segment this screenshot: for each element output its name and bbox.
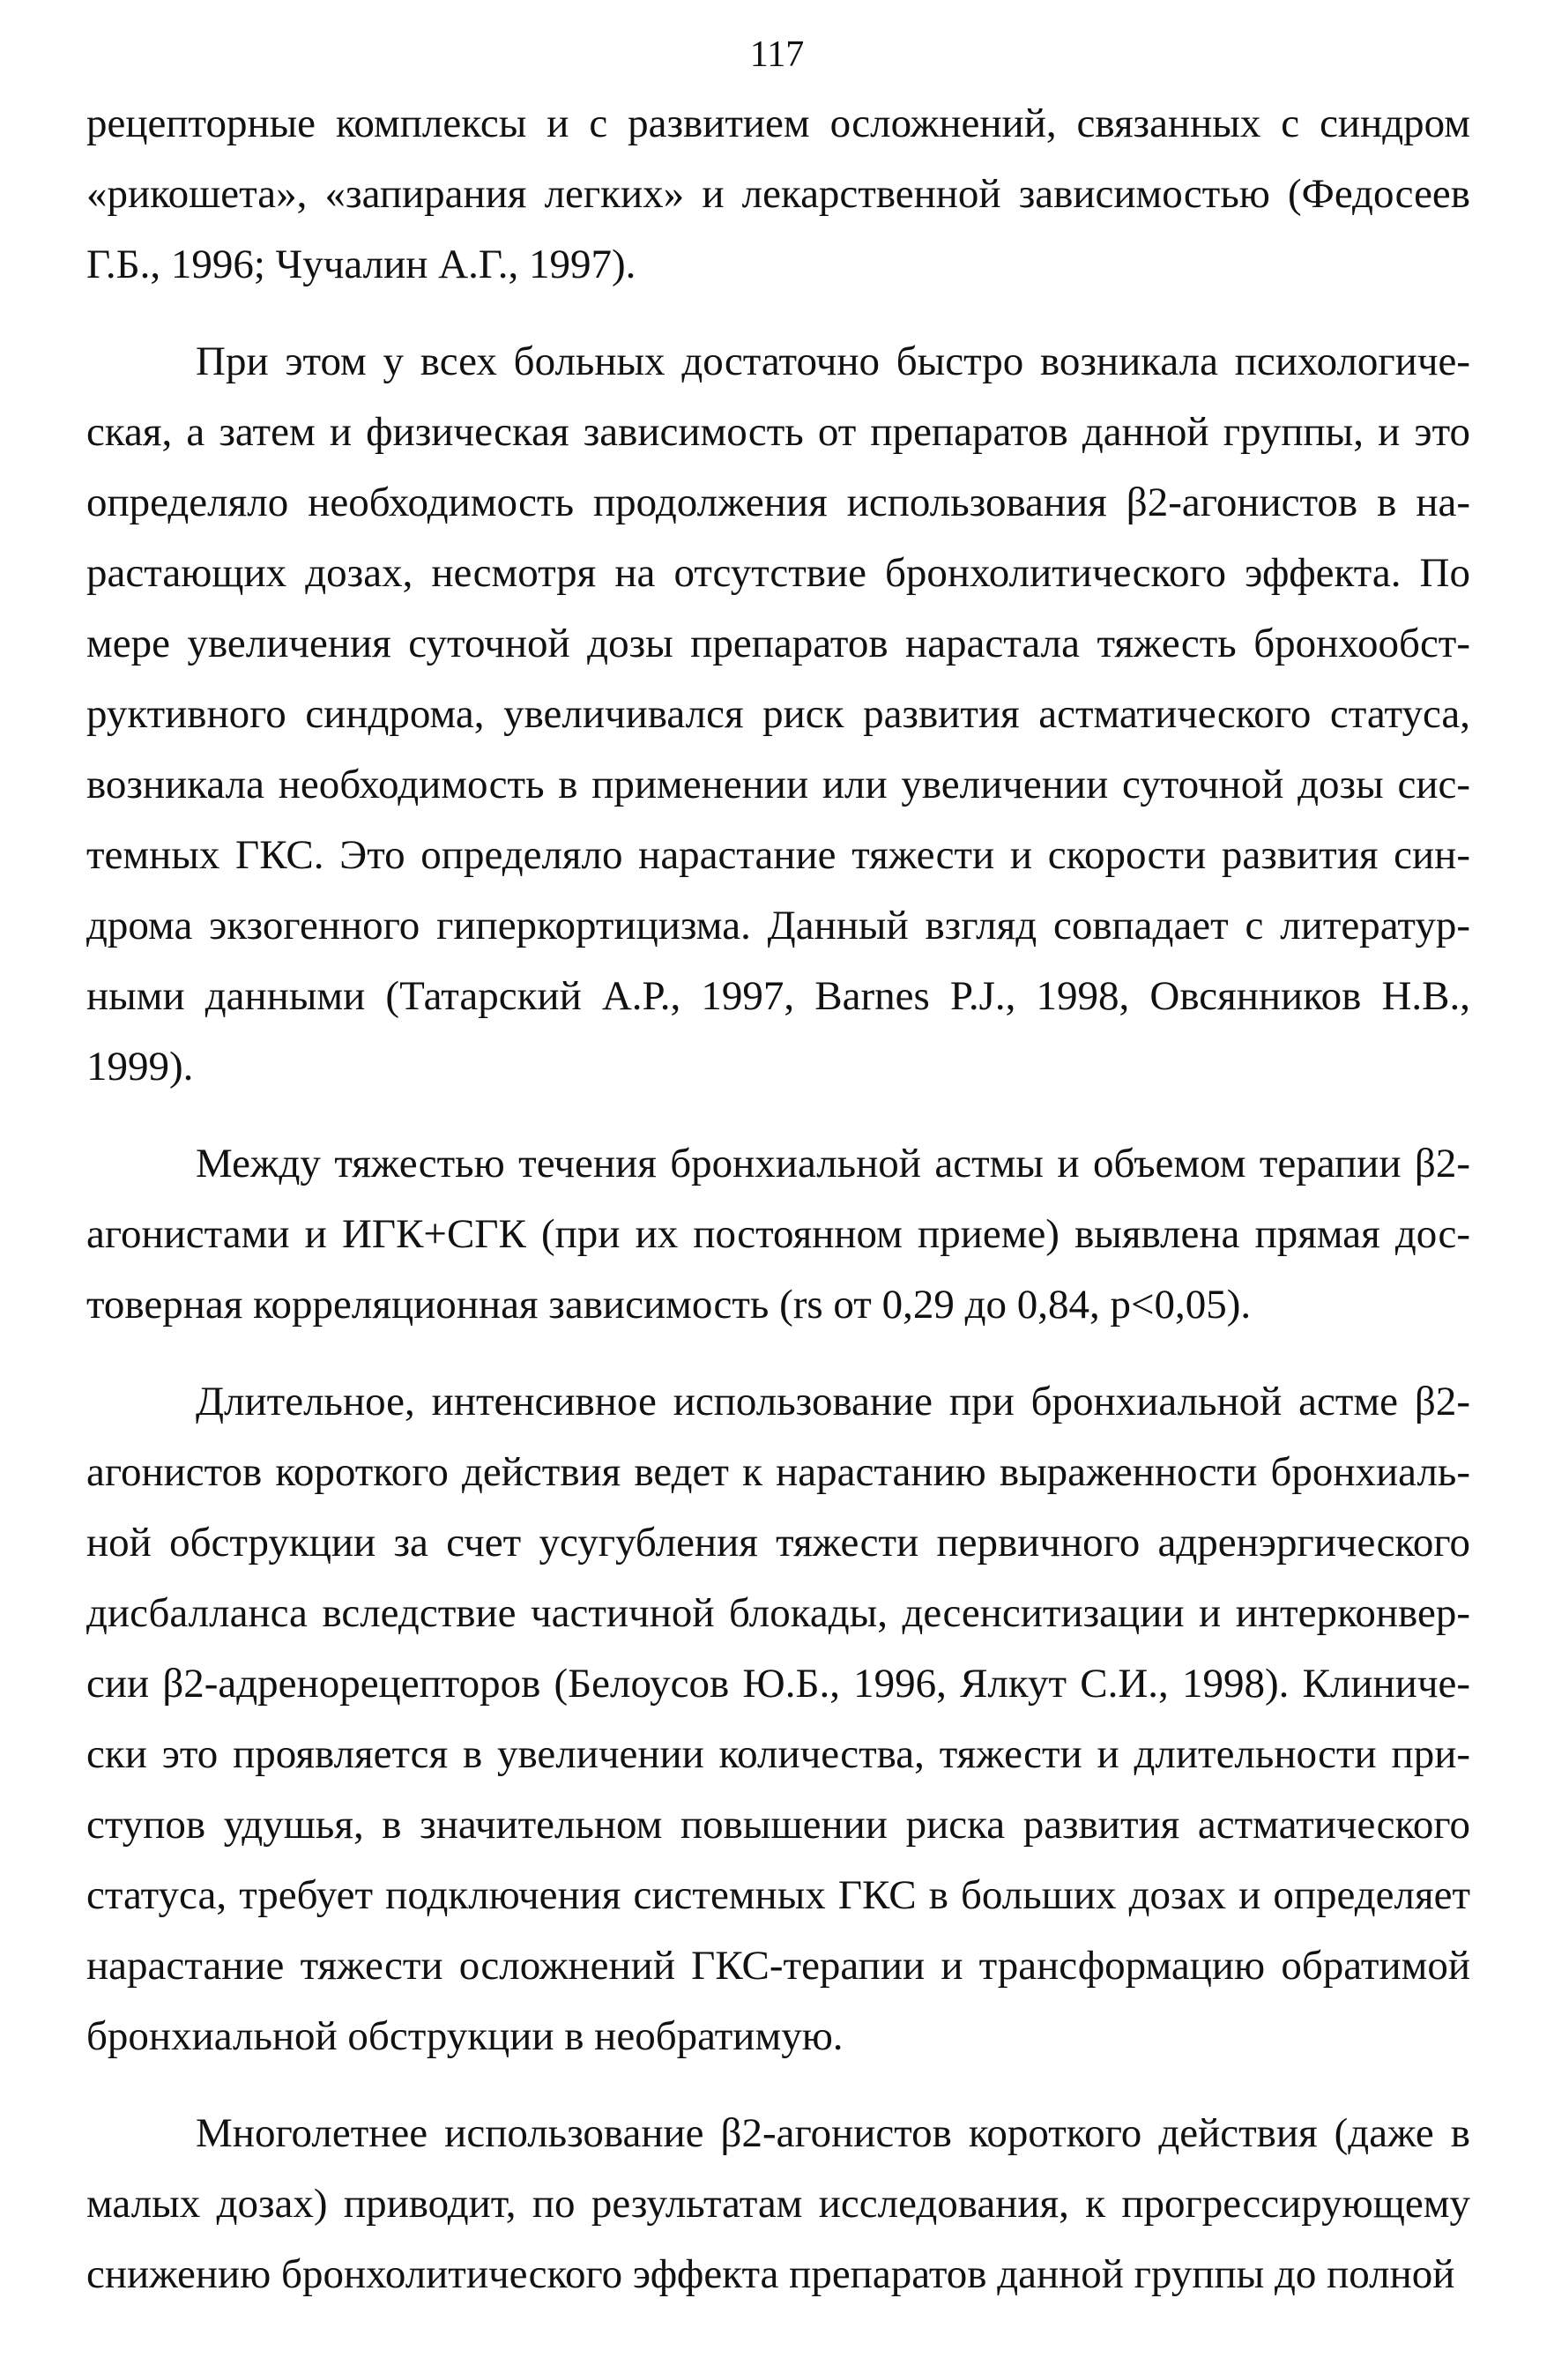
document-body [86, 88, 1470, 2309]
paragraph-continuation: рецепторные комплексы и с развитием осложнений, связанных с синдром «рикошета», «запирания легких» и лекарственной зависимостью (Федосеев Г.Б., 1996; Чучалин А.Г., 1997). [86, 100, 1470, 287]
page-number: 117 [749, 34, 805, 75]
paragraph-long-term-use: Длительное, интенсивное использование при бронхиальной астме β2-агонистов короткого действия ведет к нарастанию выраженности бронхиальной обструкции за счет усугубления тяжести первичного адренэргического дисбалланса вследствие частичной блокады, десенситизации и интерконверсии β2-адренорецепторов (Белоусов Ю.Б., 1996, Ялкут С.И., 1998). Клинически это проявляется в увеличении количества, тяжести и длительности приступов удушья, в значительном повышении риска развития астматического статуса, требует подключения системных ГКС в больших дозах и определяет нарастание тяжести осложнений ГКС-терапии и трансформацию обратимой бронхиальной обструкции в необратимую. [86, 1379, 1470, 2059]
paragraph-multi-year-use: Многолетнее использование β2-агонистов короткого действия (даже в малых дозах) приводит, по результатам исследования, к прогрессирующему снижению бронхолитического эффекта препаратов данной группы до полной [86, 2110, 1470, 2297]
paragraph-correlation: Между тяжестью течения бронхиальной астмы и объемом терапии β2-агонистами и ИГК+СГК (при их постоянном приеме) выявлена прямая достоверная корреляционная зависимость (rs от 0,29 до 0,84, p<0,05). [86, 1141, 1470, 1328]
paragraph-dependence: При этом у всех больных достаточно быстро возникала психологическая, а затем и физическая зависимость от препаратов данной группы, и это определяло необходимость продолжения использования β2-агонистов в нарастающих дозах, несмотря на отсутствие бронхолитического эффекта. По мере увеличения суточной дозы препаратов нарастала тяжесть бронхообструктивного синдрома, увеличивался риск развития астматического статуса, возникала необходимость в применении или увеличении суточной дозы системных ГКС. Это определяло нарастание тяжести и скорости развития синдрома экзогенного гиперкортицизма. Данный взгляд совпадает с литературными данными (Татарский А.Р., 1997, Barnes P.J., 1998, Овсянников Н.В., 1999). [86, 338, 1470, 1090]
